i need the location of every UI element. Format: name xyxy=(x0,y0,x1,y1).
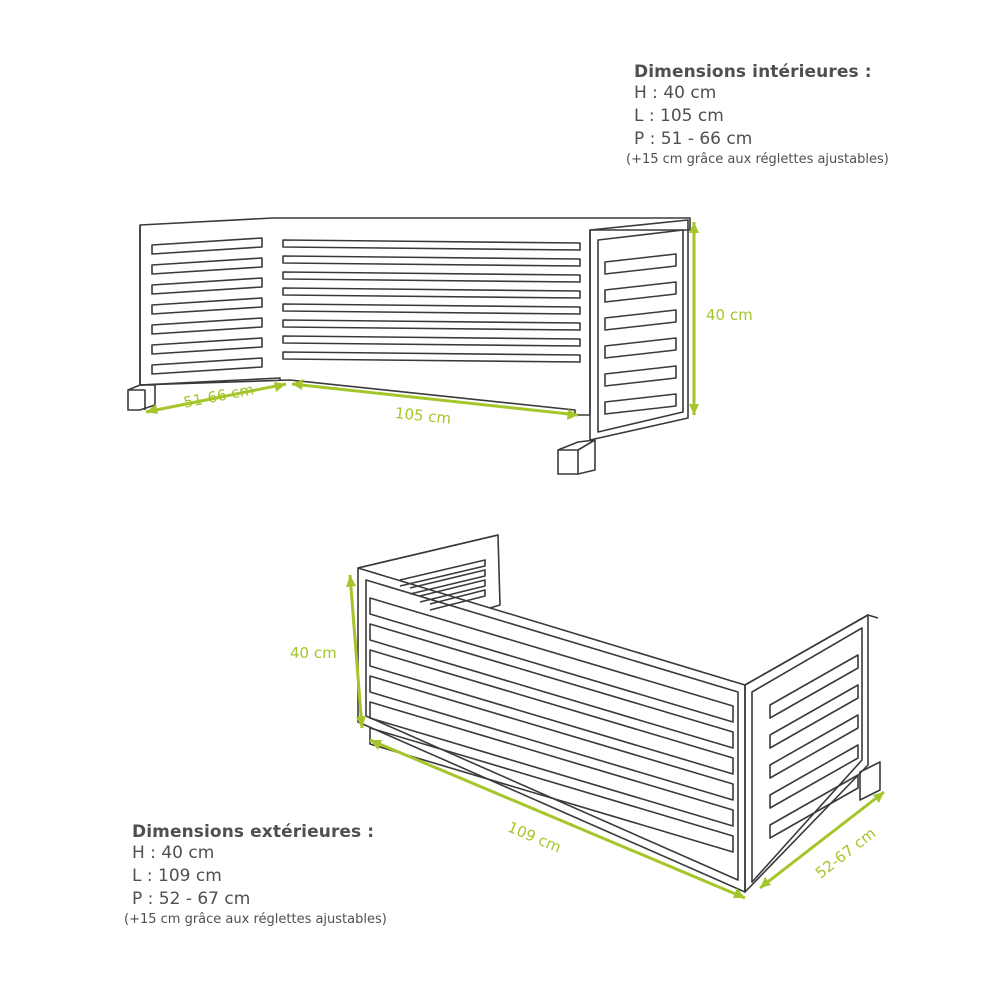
exterior-height: H : 40 cm xyxy=(132,843,215,863)
dimension-arrows xyxy=(146,222,884,898)
exterior-right-slats xyxy=(770,655,858,838)
interior-right-foot xyxy=(558,440,595,474)
exterior-depth: P : 52 - 67 cm xyxy=(132,889,251,909)
interior-right-slats xyxy=(605,254,676,414)
interior-length: L : 105 cm xyxy=(634,106,724,126)
exterior-length: L : 109 cm xyxy=(132,866,222,886)
int-width-label: 105 cm xyxy=(394,404,452,428)
ext-width-arrow xyxy=(370,740,745,898)
interior-dimensions-block xyxy=(626,62,889,169)
interior-cover-drawing xyxy=(128,218,690,474)
interior-left-foot xyxy=(128,385,155,410)
exterior-dimensions-title: Dimensions extérieures : xyxy=(132,822,375,842)
exterior-dimensions-block xyxy=(124,822,387,929)
exterior-cover-drawing xyxy=(358,535,880,892)
exterior-note: (+15 cm grâce aux réglettes ajustables) xyxy=(124,912,387,927)
int-depth-label: 51-66 cm xyxy=(182,380,256,412)
ext-height-label: 40 cm xyxy=(290,644,337,662)
interior-note: (+15 cm grâce aux réglettes ajustables) xyxy=(626,152,889,167)
interior-height: H : 40 cm xyxy=(634,83,717,103)
ext-width-label: 109 cm xyxy=(504,818,564,857)
ext-height-arrow xyxy=(350,575,362,728)
ext-depth-label: 52-67 cm xyxy=(812,824,880,883)
interior-depth: P : 51 - 66 cm xyxy=(634,129,753,149)
int-height-label: 40 cm xyxy=(706,306,753,324)
exterior-top-edge xyxy=(358,535,878,685)
interior-back-slats xyxy=(283,240,580,362)
interior-dimensions-title: Dimensions intérieures : xyxy=(634,62,872,82)
interior-left-slats xyxy=(152,238,262,374)
